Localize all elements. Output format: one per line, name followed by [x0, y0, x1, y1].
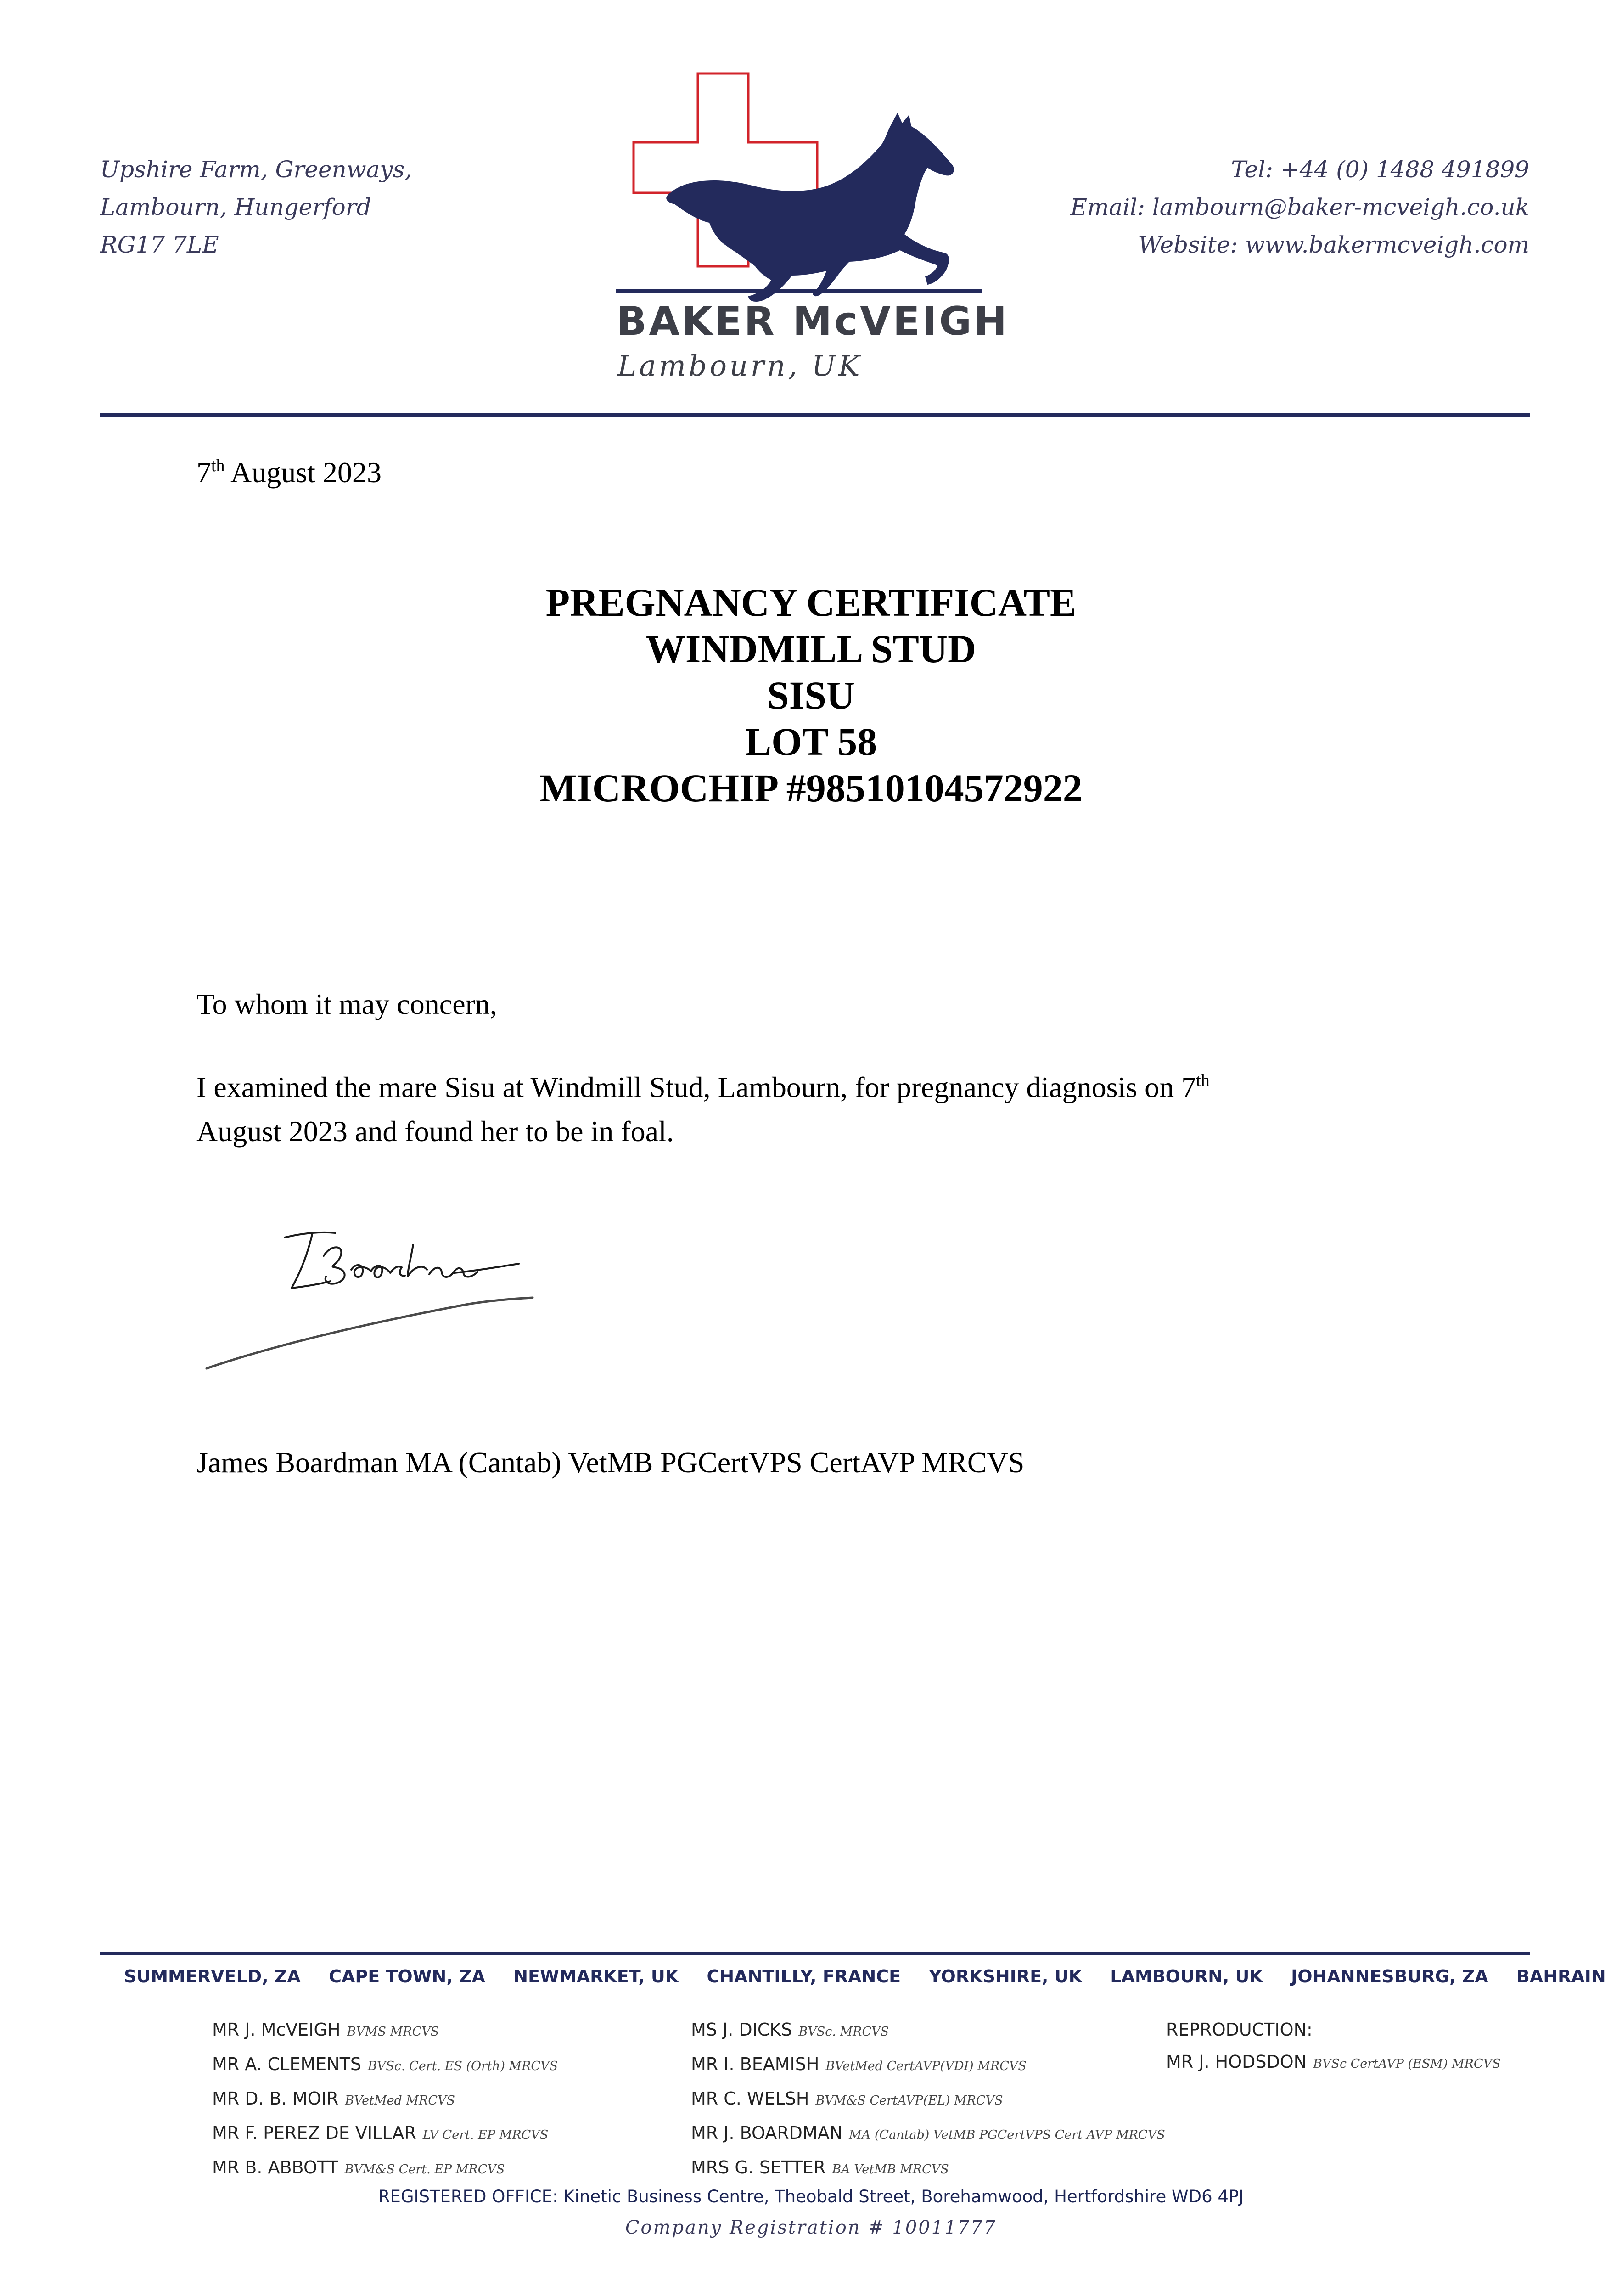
header-divider: [100, 413, 1530, 417]
email-line: Email: lambourn@baker-mcveigh.co.uk: [1070, 194, 1529, 220]
body-suffix: th: [1196, 1071, 1210, 1090]
staff-entry: MR C. WELSH BVM&S CertAVP(EL) MRCVS: [691, 2088, 1003, 2109]
staff-entry: MS J. DICKS BVSc. MRCVS: [691, 2020, 889, 2040]
location-item: YORKSHIRE, UK: [929, 1966, 1083, 1986]
title-line: PREGNANCY CERTIFICATE: [545, 580, 1077, 625]
letter-date: [196, 456, 382, 490]
brand-name: BAKER McVEIGH: [617, 298, 1010, 344]
footer-divider: [100, 1952, 1530, 1955]
signer-name: James Boardman MA (Cantab) VetMB PGCertVPS CertAVP MRCVS: [196, 1446, 1025, 1479]
office-locations: [124, 1966, 1622, 1986]
address-line: Lambourn, Hungerford: [100, 194, 371, 220]
staff-column-2: [691, 2014, 1165, 2186]
location-item: BAHRAIN: [1516, 1966, 1606, 1986]
brand-location: Lambourn, UK: [617, 349, 863, 383]
date-suffix: th: [211, 456, 225, 475]
body-line: I examined the mare Sisu at Windmill Stud, Lambourn, for pregnancy diagnosis on 7th: [196, 1071, 1210, 1103]
company-address: [100, 151, 412, 264]
date-day: 7: [196, 456, 211, 489]
lot-line: LOT 58: [745, 720, 877, 764]
staff-column-3: [1166, 2014, 1501, 2080]
staff-column-1: [212, 2014, 558, 2186]
reproduction-heading: REPRODUCTION:: [1166, 2020, 1313, 2040]
location-item: CAPE TOWN, ZA: [329, 1966, 485, 1986]
company-contact: [1070, 151, 1529, 264]
horse-name-line: SISU: [767, 673, 855, 717]
company-registration: Company Registration # 10011777: [625, 2217, 997, 2238]
address-line: Upshire Farm, Greenways,: [100, 156, 412, 183]
location-item: CHANTILLY, FRANCE: [707, 1966, 901, 1986]
staff-entry: MR D. B. MOIR BVetMed MRCVS: [212, 2088, 455, 2109]
salutation: To whom it may concern,: [196, 988, 497, 1020]
address-line: RG17 7LE: [100, 231, 219, 258]
phone-line: Tel: +44 (0) 1488 491899: [1231, 156, 1529, 183]
website-line: Website: www.bakermcveigh.com: [1138, 231, 1529, 258]
staff-entry: MRS G. SETTER BA VetMB MRCVS: [691, 2157, 949, 2178]
date-month-year: August 2023: [224, 456, 382, 489]
staff-entry: MR I. BEAMISH BVetMed CertAVP(VDI) MRCVS: [691, 2054, 1027, 2074]
staff-entry: MR J. McVEIGH BVMS MRCVS: [212, 2020, 439, 2040]
location-item: SUMMERVELD, ZA: [124, 1966, 301, 1986]
galloping-horse-icon: [666, 113, 954, 302]
staff-entry: MR A. CLEMENTS BVSc. Cert. ES (Orth) MRCVS: [212, 2054, 558, 2074]
registered-office: REGISTERED OFFICE: Kinetic Business Centre, Theobald Street, Borehamwood, Hertfordshire WD6 4PJ: [378, 2187, 1244, 2206]
staff-entry: MR J. BOARDMAN MA (Cantab) VetMB PGCertVPS Cert AVP MRCVS: [691, 2123, 1165, 2143]
staff-entry: MR F. PEREZ DE VILLAR LV Cert. EP MRCVS: [212, 2123, 549, 2143]
certificate-title: [0, 580, 1622, 811]
staff-entry: MR B. ABBOTT BVM&S Cert. EP MRCVS: [212, 2157, 505, 2178]
handwritten-signature: [197, 1212, 574, 1373]
body-paragraph: [196, 1065, 1210, 1154]
stud-line: WINDMILL STUD: [645, 627, 977, 671]
location-item: LAMBOURN, UK: [1110, 1966, 1263, 1986]
location-item: JOHANNESBURG, ZA: [1291, 1966, 1488, 1986]
staff-entry: MR J. HODSDON BVSc CertAVP (ESM) MRCVS: [1166, 2052, 1501, 2072]
microchip-line: MICROCHIP #98510104572922: [539, 766, 1083, 810]
body-line: August 2023 and found her to be in foal.: [196, 1115, 674, 1148]
location-item: NEWMARKET, UK: [513, 1966, 679, 1986]
